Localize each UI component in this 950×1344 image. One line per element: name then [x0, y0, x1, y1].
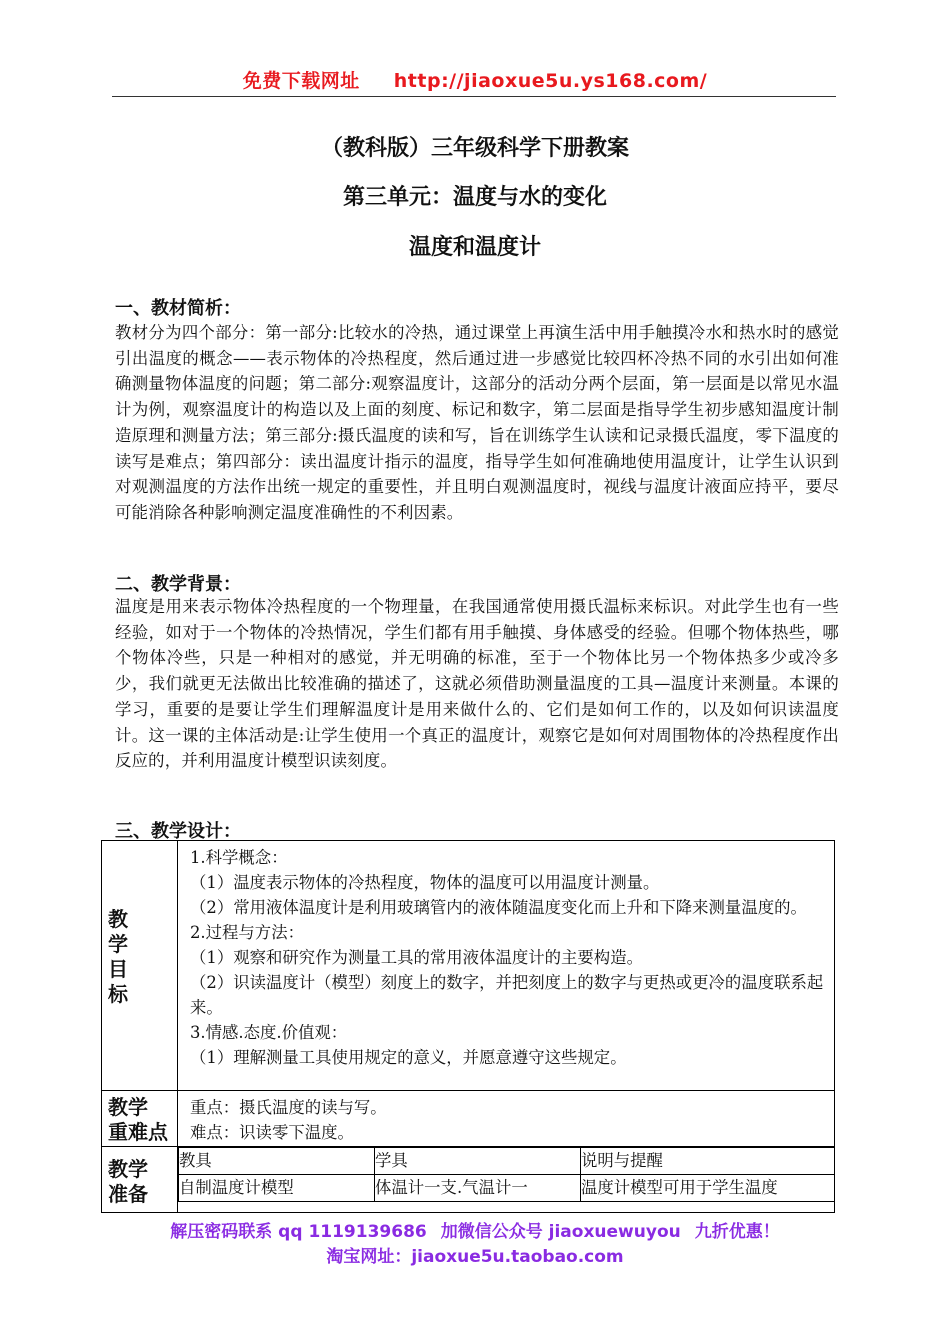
goals-row — [102, 841, 835, 1091]
goal-line: 3.情感.态度.价值观： — [190, 1023, 348, 1042]
analysis-paragraph: 教材分为四个部分：第一部分:比较水的冷热，通过课堂上再演生活中用手触摸冷水和热水时的感觉引出温度的概念——表示物体的冷热程度，然后通过进一步感觉比较四杯冷热不同的水引出如何准确测量物体温度的问题；第二部分:观察温度计，这部分的活动分两个层面，第一层面是以常见水温计为例，观察温度计的构造以及上面的刻度、标记和数字，第二层面是指导学生初步感知温度计制造原理和测量方法；第三部分:摄氏温度的读和写，旨在训练学生认读和记录摄氏温度，零下温度的读写是难点；第四部分：读出温度计指示的温度，指导学生如何准确地使用温度计，让学生认识到对观测温度的方法作出统一规定的重要性，并且明白观测温度时，视线与温度计液面应持平，要尽可能消除各种影响测定温度准确性的不利因素。 — [115, 323, 839, 522]
design-table — [101, 840, 835, 1213]
prep-header-row — [179, 1148, 835, 1175]
section-heading-analysis: 一、教材简析： — [115, 298, 241, 319]
prep-header-cell: 学具 — [375, 1148, 581, 1175]
footer-taobao-link[interactable]: 淘宝网址：jiaoxue5u.taobao.com — [326, 1247, 624, 1267]
footer-contact — [0, 1217, 950, 1242]
lesson-title: 温度和温度计 — [408, 235, 541, 260]
section-heading-background: 二、教学背景： — [115, 574, 241, 595]
section-text-analysis — [115, 320, 839, 526]
goals-label: 教 学 目 标 — [102, 841, 178, 1091]
prep-content — [178, 1147, 835, 1213]
goals-content — [178, 841, 835, 1091]
prep-header-cell: 说明与提醒 — [581, 1148, 835, 1175]
footer-wechat: 加微信公众号 jiaoxuewuyou — [440, 1222, 681, 1242]
goal-line: （1）观察和研究作为测量工具的常用液体温度计的主要构造。 — [190, 948, 643, 967]
section-heading-design: 三、教学设计： — [115, 821, 241, 842]
prep-row — [102, 1147, 835, 1213]
header-divider — [112, 96, 836, 97]
section-text-background — [115, 594, 839, 774]
footer-discount: 九折优惠！ — [694, 1222, 780, 1242]
header-url[interactable]: http://jiaoxue5u.ys168.com/ — [393, 70, 708, 92]
doc-title: （教科版）三年级科学下册教案 — [320, 136, 629, 161]
header-label: 免费下载网址 — [242, 70, 360, 92]
key-points-row — [102, 1091, 835, 1147]
footer-qq: 解压密码联系 qq 1119139686 — [170, 1222, 427, 1242]
goal-line: （1）温度表示物体的冷热程度，物体的温度可以用温度计测量。 — [190, 873, 660, 892]
prep-header-cell: 教具 — [179, 1148, 375, 1175]
prep-label: 教学 准备 — [102, 1147, 178, 1213]
prep-cell: 温度计模型可用于学生温度 — [581, 1175, 835, 1202]
background-paragraph: 温度是用来表示物体冷热程度的一个物理量，在我国通常使用摄氏温标来标识。对此学生也有一些经验，如对于一个物体的冷热情况，学生们都有用手触摸、身体感受的经验。但哪个物体热些，哪个物体冷些，只是一种相对的感觉，并无明确的标准，至于一个物体比另一个物体热多少或冷多少，我们就更无法做出比较准确的描述了，这就必须借助测量温度的工具—温度计来测量。本课的学习，重要的是要让学生们理解温度计是用来做什么的、它们是如何工作的，以及如何识读温度计。这一课的主体活动是:让学生使用一个真正的温度计，观察它是如何对周围物体的冷热程度作出反应的，并利用温度计模型识读刻度。 — [115, 597, 839, 771]
key-points-label: 教学 重难点 — [102, 1091, 178, 1147]
prep-cell: 自制温度计模型 — [179, 1175, 375, 1202]
header-download-link[interactable] — [0, 66, 950, 93]
key-point: 重点：摄氏温度的读与写。 — [190, 1098, 387, 1117]
goal-line: （1）理解测量工具使用规定的意义，并愿意遵守这些规定。 — [190, 1048, 627, 1067]
goal-line: 1.科学概念： — [190, 848, 288, 867]
prep-cell: 体温计一支.气温计一 — [375, 1175, 581, 1202]
goal-line: 2.过程与方法： — [190, 923, 304, 942]
goal-line: （2）常用液体温度计是利用玻璃管内的液体随温度变化而上升和下降来测量温度的。 — [190, 898, 807, 917]
prep-table — [178, 1147, 834, 1202]
difficult-point: 难点：识读零下温度。 — [190, 1123, 354, 1142]
key-points-content — [178, 1091, 835, 1147]
unit-title: 第三单元：温度与水的变化 — [342, 185, 607, 210]
prep-data-row — [179, 1175, 835, 1202]
goal-line: （2）识读温度计（模型）刻度上的数字，并把刻度上的数字与更热或更冷的温度联系起来。 — [190, 973, 824, 1017]
